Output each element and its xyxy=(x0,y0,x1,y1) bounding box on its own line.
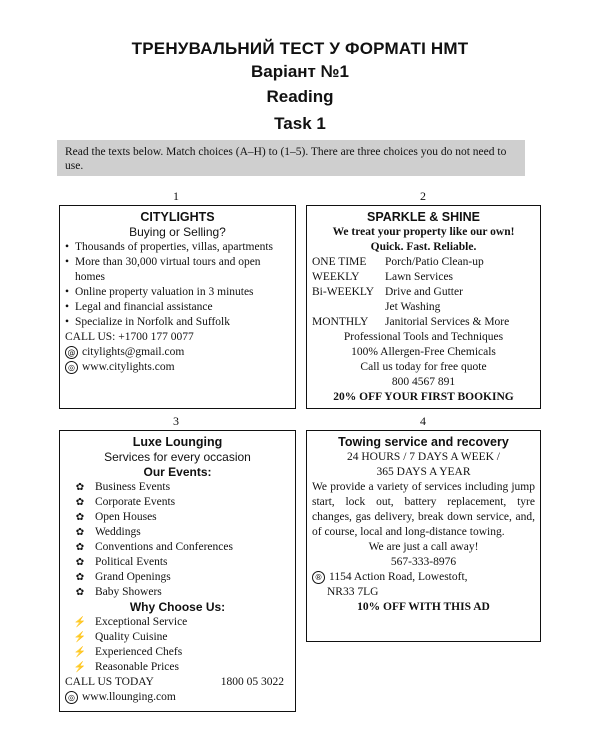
flower-icon: ✿ xyxy=(75,542,85,553)
ad-number-2: 2 xyxy=(420,189,426,203)
ad-title: CITYLIGHTS xyxy=(140,210,215,224)
flower-icon: ✿ xyxy=(75,572,85,583)
list-item xyxy=(65,645,290,660)
service-row xyxy=(312,255,535,270)
ad-title: Towing service and recovery xyxy=(338,435,509,449)
lightning-icon: ⚡ xyxy=(73,662,87,673)
ad-phone: 800 4567 891 xyxy=(391,376,456,388)
service-row xyxy=(312,300,535,315)
event-label: Open Houses xyxy=(95,511,157,523)
ad-title: SPARKLE & SHINE xyxy=(367,210,480,224)
ad-email: citylights@gmail.com xyxy=(82,346,185,358)
ad-subtitle: Services for every occasion xyxy=(104,450,251,464)
service-name: Lawn Services xyxy=(385,271,454,283)
location-icon: ® xyxy=(312,571,325,584)
flower-icon: ✿ xyxy=(75,557,85,568)
ad-luxe-lounging xyxy=(59,430,296,712)
flower-icon: ✿ xyxy=(75,527,85,538)
event-label: Business Events xyxy=(95,481,171,493)
service-frequency: MONTHLY xyxy=(312,316,369,328)
ad-cta: We are just a call away! xyxy=(368,541,479,553)
instruction-box: Read the texts below. Match choices (A–H) to (1–5). There are three choices you do not need to use. xyxy=(57,140,525,176)
reason-label: Exceptional Service xyxy=(95,616,188,628)
event-label: Grand Openings xyxy=(95,571,171,583)
service-name: Jet Washing xyxy=(385,301,441,313)
flower-icon: ✿ xyxy=(75,497,85,508)
service-frequency: WEEKLY xyxy=(312,271,360,283)
service-row xyxy=(312,315,535,330)
list-item: • Specialize in Norfolk and Suffolk xyxy=(65,315,290,330)
reason-label: Reasonable Prices xyxy=(95,661,179,673)
ad-offer: 20% OFF YOUR FIRST BOOKING xyxy=(333,391,514,403)
task-label: Task 1 xyxy=(274,114,326,133)
call-row xyxy=(65,675,290,690)
list-item xyxy=(65,540,290,555)
flower-icon: ✿ xyxy=(75,512,85,523)
ad-towing-service xyxy=(306,430,541,642)
lightning-icon: ⚡ xyxy=(73,632,87,643)
event-label: Baby Showers xyxy=(95,586,162,598)
ad-address: 1154 Action Road, Lowestoft, xyxy=(329,571,468,583)
ad-phone: 567-333-8976 xyxy=(390,556,457,568)
ad-line: Call us today for free quote xyxy=(360,361,487,373)
event-label: Political Events xyxy=(95,556,168,568)
list-item: • Thousands of properties, villas, apartments xyxy=(65,240,290,255)
service-row xyxy=(312,285,535,300)
section-label: Reading xyxy=(266,87,334,106)
service-name: Drive and Gutter xyxy=(385,286,463,298)
event-label: Conventions and Conferences xyxy=(95,541,233,553)
service-name: Porch/Patio Clean-up xyxy=(385,256,484,268)
ad-address-row xyxy=(312,570,535,585)
list-item xyxy=(65,630,290,645)
lightning-icon: ⚡ xyxy=(73,617,87,628)
ad-sparkle-shine xyxy=(306,205,541,409)
ad-bullet-list xyxy=(65,240,290,330)
reason-label: Experienced Chefs xyxy=(95,646,183,658)
list-item: • More than 30,000 virtual tours and open homes xyxy=(65,255,290,285)
events-heading: Our Events: xyxy=(143,465,212,479)
ad-tagline: We treat your property like our own! xyxy=(332,226,515,238)
ad-web-row xyxy=(65,690,290,705)
service-row xyxy=(312,270,535,285)
variant-label: Варіант №1 xyxy=(250,62,349,81)
ad-web-row xyxy=(65,360,290,375)
globe-icon: ◎ xyxy=(65,691,78,704)
service-frequency: Bi-WEEKLY xyxy=(312,286,375,298)
ad-slogan: Quick. Fast. Reliable. xyxy=(370,241,477,253)
flower-icon: ✿ xyxy=(75,587,85,598)
ad-title: Luxe Lounging xyxy=(132,435,223,449)
list-item xyxy=(65,495,290,510)
ad-line: Professional Tools and Techniques xyxy=(343,331,504,343)
ad-hours: 365 DAYS A YEAR xyxy=(376,466,471,478)
ad-hours: 24 HOURS / 7 DAYS A WEEK / xyxy=(346,451,501,463)
page-header xyxy=(0,0,600,138)
ad-description: We provide a variety of services including jump start, lock out, battery replacement, tyre changes, gas delivery, break down service, and, of course, local and long-distance towing. xyxy=(312,481,535,538)
list-item xyxy=(65,555,290,570)
globe-icon: ◎ xyxy=(65,361,78,374)
ad-citylights xyxy=(59,205,296,409)
lightning-icon: ⚡ xyxy=(73,647,87,658)
list-item xyxy=(65,525,290,540)
ad-address: NR33 7LG xyxy=(327,586,379,598)
event-label: Weddings xyxy=(95,526,141,538)
list-item xyxy=(65,660,290,675)
list-item xyxy=(65,585,290,600)
list-item xyxy=(65,570,290,585)
ad-subtitle: Buying or Selling? xyxy=(129,225,226,239)
at-icon: @ xyxy=(65,346,78,359)
service-frequency: ONE TIME xyxy=(312,256,367,268)
ad-number-4: 4 xyxy=(420,414,426,428)
why-heading: Why Choose Us: xyxy=(129,600,226,614)
list-item: • Online property valuation in 3 minutes xyxy=(65,285,290,300)
list-item xyxy=(65,615,290,630)
flower-icon: ✿ xyxy=(75,482,85,493)
ad-phone: CALL US: +1700 177 0077 xyxy=(65,331,194,343)
ad-number-1: 1 xyxy=(173,189,179,203)
ad-email-row xyxy=(65,345,290,360)
call-label: CALL US TODAY xyxy=(65,676,154,688)
event-label: Corporate Events xyxy=(95,496,176,508)
ad-line: 100% Allergen-Free Chemicals xyxy=(351,346,496,358)
ad-number-3: 3 xyxy=(173,414,179,428)
ad-website: www.llounging.com xyxy=(82,691,176,703)
service-name: Janitorial Services & More xyxy=(385,316,510,328)
ad-website: www.citylights.com xyxy=(82,361,175,373)
service-frequency xyxy=(312,300,385,315)
test-title: ТРЕНУВАЛЬНИЙ ТЕСТ У ФОРМАТІ НМТ xyxy=(131,39,469,58)
list-item xyxy=(65,510,290,525)
ad-phone: 1800 05 3022 xyxy=(220,676,284,688)
list-item: • Legal and financial assistance xyxy=(65,300,290,315)
ad-offer: 10% OFF WITH THIS AD xyxy=(357,601,490,613)
reason-label: Quality Cuisine xyxy=(95,631,168,643)
list-item xyxy=(65,480,290,495)
